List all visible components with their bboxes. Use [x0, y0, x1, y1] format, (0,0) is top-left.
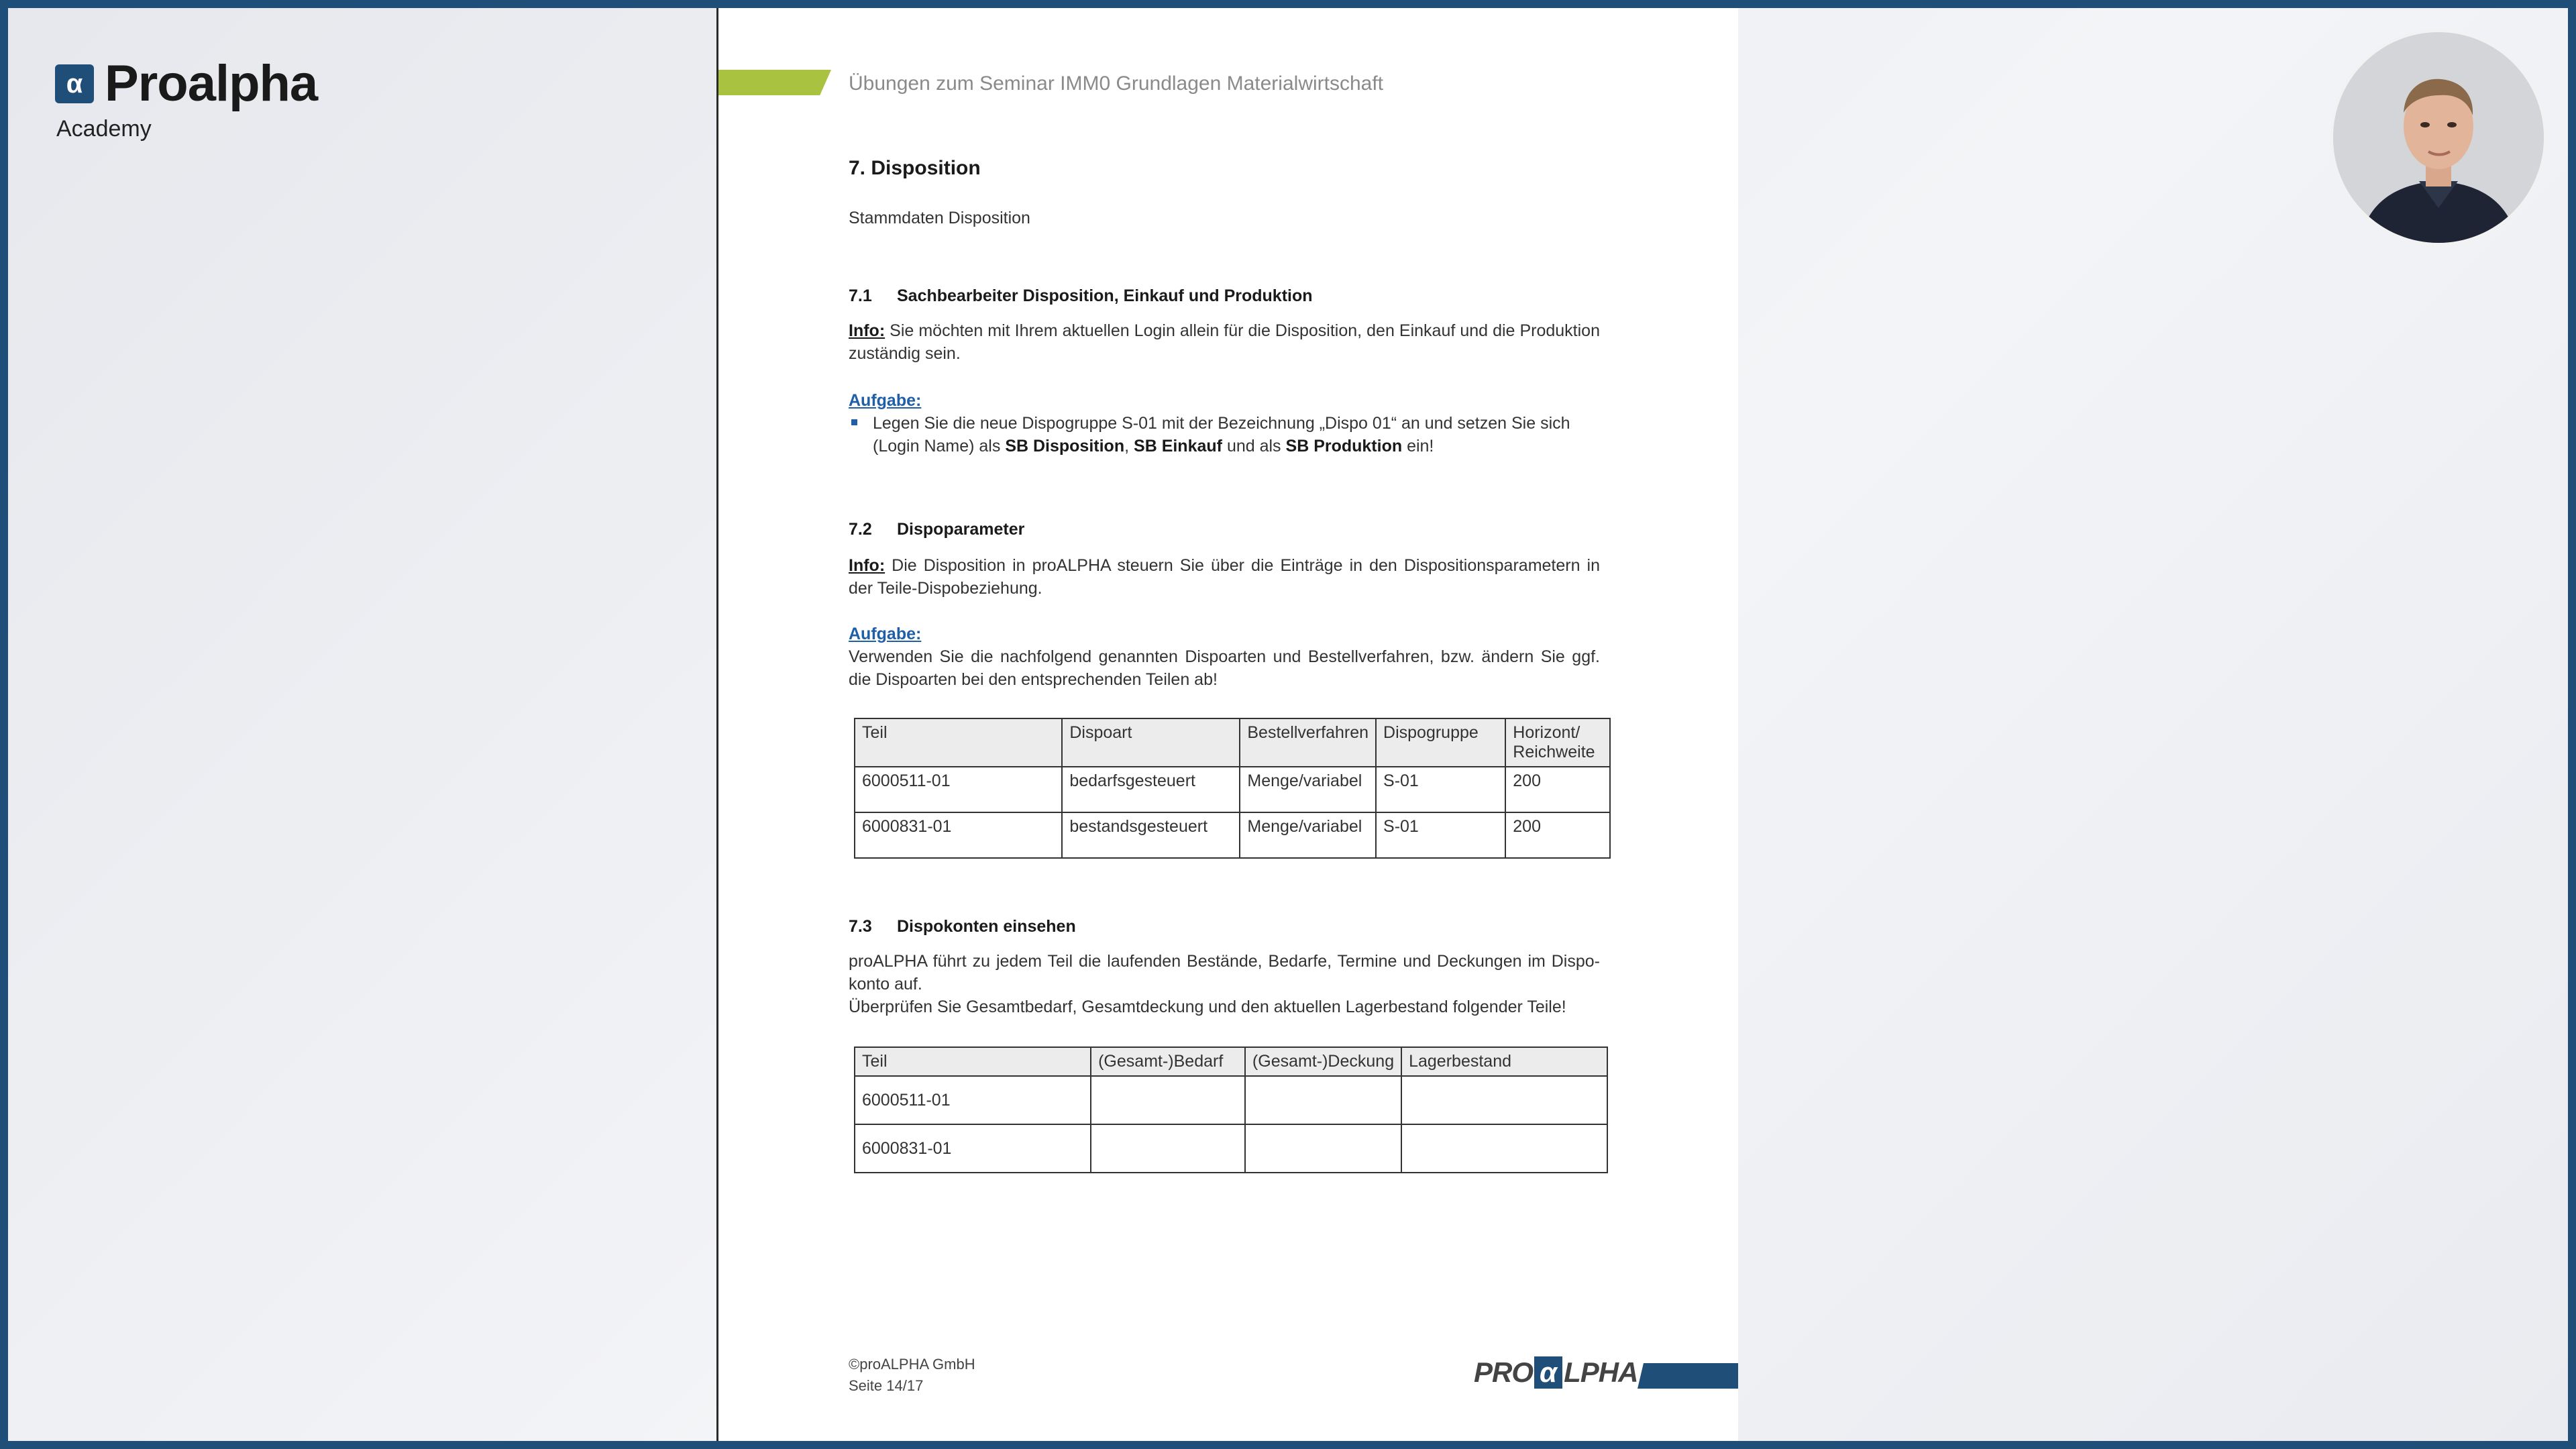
table-cell	[1401, 1076, 1607, 1124]
section-7-2-info	[849, 554, 1600, 600]
table-cell: S-01	[1376, 767, 1505, 812]
bold-sb-einkauf: SB Einkauf	[1134, 437, 1222, 455]
footer-accent-bar	[1638, 1363, 1738, 1389]
section-7-1-info	[849, 319, 1600, 365]
copyright: ©proALPHA GmbH	[849, 1356, 975, 1373]
section-title: Sachbearbeiter Disposition, Einkauf und Produktion	[897, 286, 1313, 305]
document-page	[716, 8, 1738, 1441]
table-cell	[1401, 1124, 1607, 1173]
table-cell: 6000831-01	[855, 812, 1062, 858]
logo-alpha-icon: α	[1534, 1356, 1562, 1389]
info-label: Info:	[849, 321, 885, 340]
section-7-3-para: proALPHA führt zu jedem Teil die laufenden Bestände, Bedarfe, Termine und Deckungen im Dispo-konto auf.	[849, 952, 1600, 994]
bold-sb-produktion: SB Produktion	[1285, 437, 1403, 455]
table-header-cell: Bestellverfahren	[1240, 718, 1376, 767]
section-title: Dispokonten einsehen	[897, 917, 1076, 936]
alpha-logo-icon: α	[55, 64, 94, 103]
academy-logo	[55, 55, 318, 142]
table-cell	[1091, 1124, 1245, 1173]
section-number: 7.3	[849, 917, 872, 936]
section-7-2-task-label: Aufgabe:	[849, 625, 922, 643]
table-row	[855, 1124, 1607, 1173]
dispoparameter-table	[854, 718, 1611, 859]
section-7-3-para2: Überprüfen Sie Gesamtbedarf, Gesamtdeckung und den aktuellen Lagerbestand folgender Teile!	[849, 998, 1566, 1016]
logo-pro: PRO	[1474, 1356, 1534, 1388]
table-cell	[1245, 1076, 1401, 1124]
table-header-row	[855, 718, 1610, 767]
section-7-1-bullet	[849, 412, 1611, 458]
table-header-cell: Teil	[855, 1047, 1091, 1076]
table-header-cell: (Gesamt-)Deckung	[1245, 1047, 1401, 1076]
table-row	[855, 767, 1610, 812]
section-number: 7.2	[849, 520, 872, 539]
table-header-cell: Dispogruppe	[1376, 718, 1505, 767]
slide-stage	[8, 8, 2568, 1441]
section-number: 7.1	[849, 286, 872, 305]
table-cell: 6000511-01	[855, 1076, 1091, 1124]
table-cell: Menge/variabel	[1240, 767, 1376, 812]
chapter-title: 7. Disposition	[849, 157, 981, 179]
table-header-cell: Horizont/ Reichweite	[1505, 718, 1610, 767]
separator: und als	[1222, 437, 1286, 455]
table-cell: 200	[1505, 767, 1610, 812]
table-header-row	[855, 1047, 1607, 1076]
chapter-subtitle: Stammdaten Disposition	[849, 209, 1030, 227]
section-7-1-heading	[849, 284, 1313, 307]
page-number: Seite 14/17	[849, 1377, 924, 1394]
bullet-icon	[851, 419, 857, 425]
section-title: Dispoparameter	[897, 520, 1025, 539]
section-7-3-heading	[849, 915, 1076, 938]
proalpha-footer-logo	[1474, 1356, 1638, 1389]
table-cell: bestandsgesteuert	[1062, 812, 1240, 858]
table-row	[855, 1076, 1607, 1124]
dispokonten-table	[854, 1046, 1608, 1173]
bold-sb-disposition: SB Disposition	[1005, 437, 1125, 455]
document-header: Übungen zum Seminar IMM0 Grundlagen Materialwirtschaft	[849, 72, 1384, 95]
table-cell: bedarfsgesteuert	[1062, 767, 1240, 812]
presenter-avatar-icon	[2333, 32, 2544, 243]
brand-subtitle: Academy	[56, 116, 152, 142]
section-7-2-task-text: Verwenden Sie die nachfolgend genannten Dispoarten und Bestellverfahren, bzw. ändern Sie ggf. die Dispoarten bei den entsprechenden Teilen ab!	[849, 647, 1600, 689]
table-header-cell: Teil	[855, 718, 1062, 767]
info-text: Die Disposition in proALPHA steuern Sie über die Einträge in den Dispositionsparametern in der Teile-Dispobeziehung.	[849, 556, 1600, 598]
presenter-webcam	[2330, 30, 2546, 246]
table-cell	[1245, 1124, 1401, 1173]
table-cell	[1091, 1076, 1245, 1124]
logo-rest: LPHA	[1564, 1356, 1638, 1388]
table-header-cell: Lagerbestand	[1401, 1047, 1607, 1076]
table-cell: 200	[1505, 812, 1610, 858]
brand-name: Proalpha	[105, 55, 318, 112]
table-cell: Menge/variabel	[1240, 812, 1376, 858]
info-text: Sie möchten mit Ihrem aktuellen Login allein für die Disposition, den Einkauf und die Produktion zuständig sein.	[849, 321, 1600, 363]
table-row	[855, 812, 1610, 858]
table-header-cell: (Gesamt-)Bedarf	[1091, 1047, 1245, 1076]
table-header-cell: Dispoart	[1062, 718, 1240, 767]
bullet-text: Legen Sie die neue Dispogruppe S-01 mit der Bezeichnung „Dispo 01“ an und setzen Sie sich (Login Name) als	[873, 414, 1570, 455]
section-7-1-task-label: Aufgabe:	[849, 391, 922, 410]
section-7-2-heading	[849, 518, 1024, 541]
document-footer	[849, 1354, 975, 1397]
info-label: Info:	[849, 556, 885, 575]
table-cell: 6000831-01	[855, 1124, 1091, 1173]
header-accent-bar	[718, 70, 831, 95]
bullet-tail: ein!	[1402, 437, 1434, 455]
table-cell: S-01	[1376, 812, 1505, 858]
table-cell: 6000511-01	[855, 767, 1062, 812]
separator: ,	[1124, 437, 1134, 455]
